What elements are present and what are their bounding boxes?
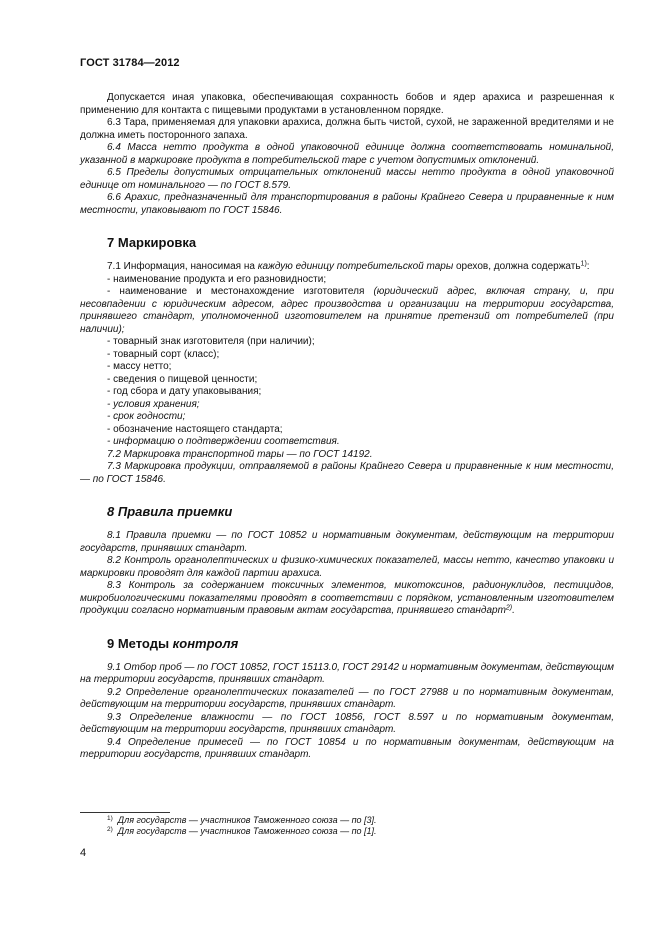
footnotes: [80, 815, 614, 837]
list-item: - информацию о подтверждении соответствия.: [107, 436, 340, 447]
list-item: - год сбора и дату упаковывания;: [107, 386, 262, 397]
list-item: - товарный знак изготовителя (при наличии);: [107, 336, 315, 347]
paragraph-7-1: 7.1 Информация, наносимая на каждую единицу потребительской тары орехов, должна содержать$^{1)}$:: [107, 260, 590, 272]
footnote-ref-2: 2): [505, 604, 513, 612]
paragraph-6-5: 6.5 Пределы допустимых отрицательных отклонений массы нетто продукта в одной упаковочной единице от номинального — по ГОСТ 8.579.: [80, 167, 614, 191]
paragraph-9-3: 9.3 Определение влажности — по ГОСТ 10856, ГОСТ 8.597 и по нормативным документам, действующим на территории государств, принявших стандарт.: [80, 711, 614, 735]
paragraph-8-2: 8.2 Контроль органолептических и физико-химических показателей, массы нетто, качество упаковки и маркировки проводят для каждой партии арахиса.: [80, 555, 614, 579]
page-body: [80, 92, 614, 762]
list-item: - обозначение настоящего стандарта;: [107, 423, 283, 435]
list-item: - наименование и местонахождение изготовителя (юридический адрес, включая страну, и, при несовпадении с юридическим адресом, адрес производства и организации на территории государства, принявшего стандарт, уполномоченной изготовителем на принятие претензий от потребителей (при наличии);: [80, 286, 614, 335]
list-item: - срок годности;: [107, 411, 186, 422]
list-item: - наименование продукта и его разновидности;: [107, 273, 327, 285]
paragraph-packaging-alt: Допускается иная упаковка, обеспечивающая сохранность бобов и ядер арахиса и разрешенная к применению для контакта с пищевыми продуктами в установленном порядке.: [80, 92, 614, 116]
section-heading-acceptance: 8 Правила приемки: [107, 504, 233, 519]
paragraph-8-3: 8.3 Контроль за содержанием токсичных элементов, микотоксинов, радионуклидов, пестицидов, микробиологическими показателями проводят в соответствии с порядком, установленным изготовителем продукции согласно нормативным правовым актам государства, принявшего стандарт$^{2)}$.: [80, 580, 614, 616]
footnote: $^{2)}$ Для государств — участников Таможенного союза — по [1].: [107, 825, 377, 836]
paragraph-6-4: 6.4 Масса нетто продукта в одной упаковочной единице должна соответствовать номинальной, указанной в маркировке продукта в потребительской таре с учетом допустимых отклонений.: [80, 142, 614, 166]
paragraph-8-1: 8.1 Правила приемки — по ГОСТ 10852 и нормативным документам, действующим на территории государств, принявших стандарт.: [80, 530, 614, 554]
list-item: - товарный сорт (класс);: [107, 348, 220, 360]
paragraph-9-4: 9.4 Определение примесей — по ГОСТ 10854 и по нормативным документам, действующим на территории государств, принявших стандарт.: [80, 736, 614, 760]
footnote-ref-1: 1): [580, 260, 587, 268]
list-item: - массу нетто;: [107, 361, 172, 372]
footnote-separator: [80, 812, 170, 813]
paragraph-9-2: 9.2 Определение органолептических показателей — по ГОСТ 27988 и по нормативным документам, действующим на территории государств, принявших стандарт.: [80, 686, 614, 710]
paragraph-9-1: 9.1 Отбор проб — по ГОСТ 10852, ГОСТ 15113.0, ГОСТ 29142 и нормативным документам, действующим на территории государств, принявших стандарт.: [80, 661, 614, 685]
footnote: $^{1)}$ Для государств — участников Таможенного союза — по [3].: [107, 814, 377, 825]
paragraph-7-2: 7.2 Маркировка транспортной тары — по ГОСТ 14192.: [107, 448, 373, 460]
list-item: - условия хранения;: [107, 398, 200, 410]
section-heading-methods: 9 Методы контроля: [107, 635, 239, 651]
paragraph-6-6: 6.6 Арахис, предназначенный для транспортирования в районы Крайнего Севера и приравненные к ним местности, упаковывают по ГОСТ 15846.: [80, 192, 614, 216]
section-heading-marking: 7 Маркировка: [107, 235, 197, 250]
paragraph-7-3: 7.3 Маркировка продукции, отправляемой в районы Крайнего Севера и приравненные к ним местности, — по ГОСТ 15846.: [80, 461, 614, 485]
paragraph-6-3: 6.3 Тара, применяемая для упаковки арахиса, должна быть чистой, сухой, не зараженной вредителями и не должна иметь посторонного запаха.: [80, 117, 614, 141]
document-header: ГОСТ 31784—2012: [80, 57, 180, 69]
page-number: 4: [80, 847, 87, 859]
list-item: - сведения о пищевой ценности;: [107, 373, 258, 385]
